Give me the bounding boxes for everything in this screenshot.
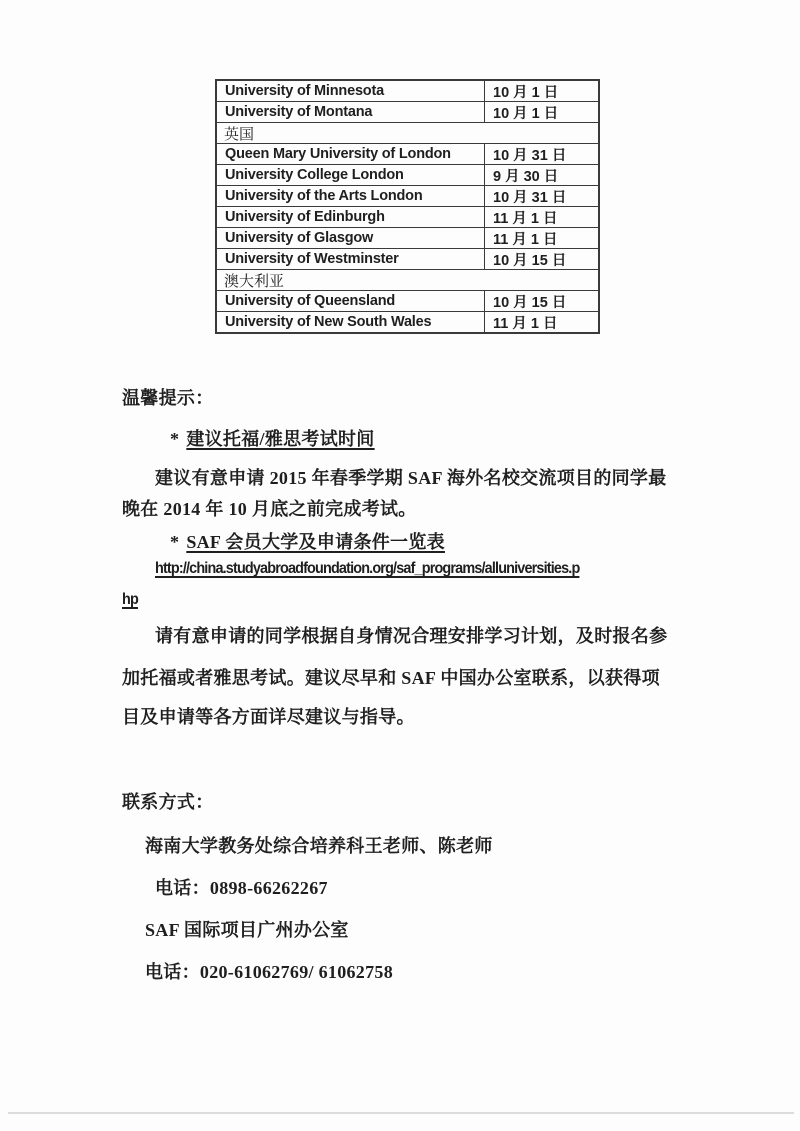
- table-cell-deadline: 10 月 15 日: [493, 294, 567, 311]
- table-section-row: [217, 269, 598, 290]
- table-row: [217, 227, 598, 248]
- contact-heading: 联系方式：: [122, 792, 214, 812]
- table-cell-deadline: 10 月 15 日: [493, 252, 567, 269]
- table-cell-university: University of Montana: [217, 102, 485, 122]
- contact-office: SAF 国际项目广州办公室: [145, 920, 349, 940]
- table-cell-university: University of the Arts London: [217, 186, 485, 206]
- table-row: [217, 248, 598, 269]
- table-cell-deadline: 11 月 1 日: [493, 231, 558, 248]
- table-cell-university: University College London: [217, 165, 485, 185]
- paragraph1-line2: 晚在 2014 年 10 月底之前完成考试。: [122, 499, 417, 519]
- deadline-table: [215, 79, 600, 334]
- table-row: [217, 101, 598, 122]
- tip-saf-universities-label: SAF 会员大学及申请条件一览表: [186, 532, 445, 552]
- table-row: [217, 311, 598, 332]
- table-row: [217, 81, 598, 101]
- table-cell-deadline: 10 月 1 日: [493, 84, 559, 101]
- contact-phone-1: 电话：0898-66262267: [155, 878, 328, 898]
- table-cell-university: University of New South Wales: [217, 312, 485, 332]
- table-cell-university: University of Glasgow: [217, 228, 485, 248]
- table-row: [217, 206, 598, 227]
- contact-phone-2: 电话：020-61062769/ 61062758: [145, 962, 393, 982]
- table-row: [217, 290, 598, 311]
- contact-department: 海南大学教务处综合培养科王老师、陈老师: [145, 836, 493, 856]
- table-section-label: 澳大利亚: [224, 273, 285, 290]
- table-cell-deadline: 9 月 30 日: [493, 168, 559, 185]
- table-cell-deadline: 10 月 1 日: [493, 105, 559, 122]
- table-section-label: 英国: [224, 126, 255, 143]
- tip-toefl-ielts-time: [170, 425, 375, 451]
- table-cell-university: University of Minnesota: [217, 81, 485, 101]
- table-cell-university: University of Westminster: [217, 249, 485, 269]
- scan-artifact-line: [8, 1112, 794, 1114]
- table-row: [217, 164, 598, 185]
- paragraph2-line3: 目及申请等各方面详尽建议与指导。: [122, 707, 415, 727]
- paragraph2-line1: 请有意申请的同学根据自身情况合理安排学习计划，及时报名参: [155, 626, 668, 646]
- table-row: [217, 185, 598, 206]
- tip-saf-universities: [170, 528, 445, 554]
- table-cell-deadline: 10 月 31 日: [493, 189, 567, 206]
- bullet-asterisk: *: [170, 429, 180, 449]
- table-row: [217, 143, 598, 164]
- table-section-row: [217, 122, 598, 143]
- bullet-asterisk: *: [170, 532, 180, 552]
- paragraph2-line2: 加托福或者雅思考试。建议尽早和 SAF 中国办公室联系，以获得项: [122, 668, 660, 688]
- table-cell-deadline: 10 月 31 日: [493, 147, 567, 164]
- url-line-1: http://china.studyabroadfoundation.org/saf_programs/alluniversities.p: [155, 560, 580, 577]
- table-cell-university: Queen Mary University of London: [217, 144, 485, 164]
- paragraph1-line1: 建议有意申请 2015 年春季学期 SAF 海外名校交流项目的同学最: [155, 468, 667, 488]
- table-cell-university: University of Queensland: [217, 291, 485, 311]
- notice-heading: 温馨提示：: [122, 388, 214, 408]
- url-line-2: hp: [122, 591, 138, 608]
- table-cell-university: University of Edinburgh: [217, 207, 485, 227]
- table-cell-deadline: 11 月 1 日: [493, 210, 558, 227]
- table-cell-deadline: 11 月 1 日: [493, 315, 558, 332]
- tip-toefl-ielts-label: 建议托福/雅思考试时间: [186, 429, 375, 449]
